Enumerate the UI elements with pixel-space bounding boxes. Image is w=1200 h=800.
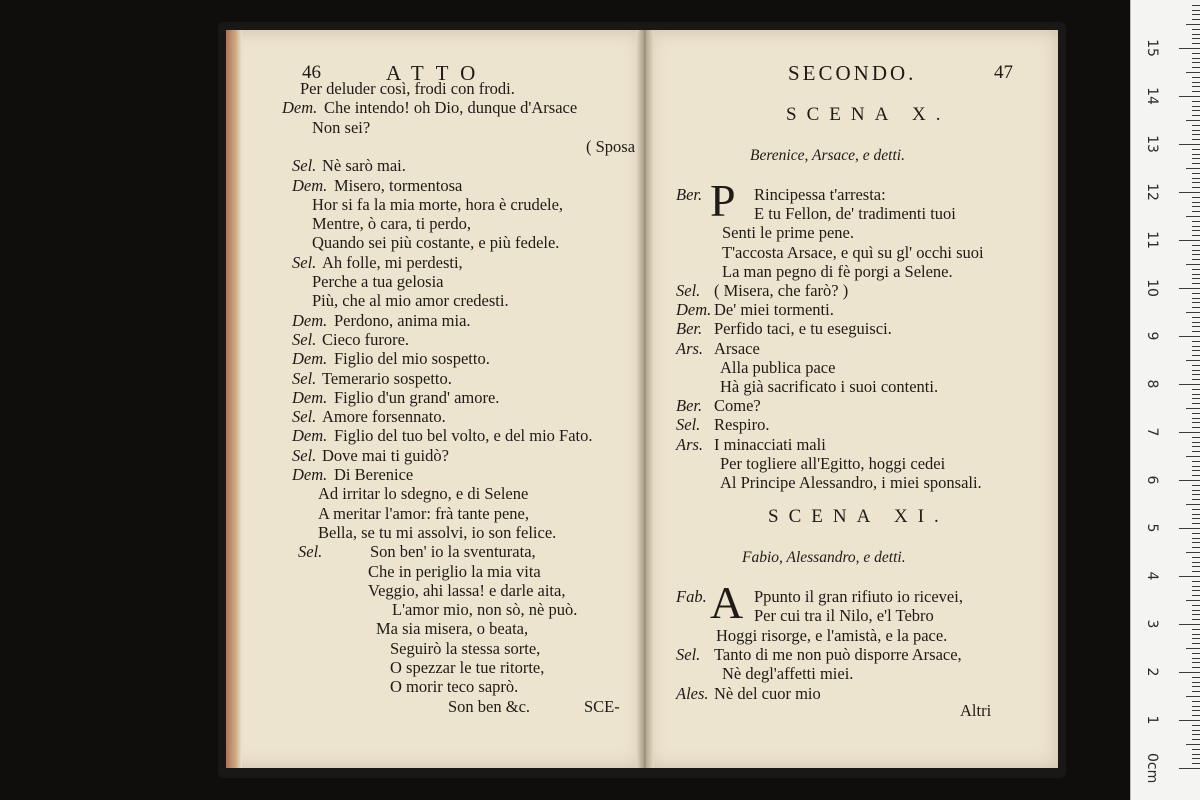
speaker-label: Dem.: [676, 300, 712, 320]
ruler-tick: [1192, 254, 1200, 255]
ruler-tick: [1192, 302, 1200, 303]
ruler-tick: [1192, 139, 1200, 140]
ruler-tick: [1186, 552, 1200, 553]
ruler-tick: [1192, 58, 1200, 59]
ruler-tick: [1192, 187, 1200, 188]
verse-line: Più, che al mio amor credesti.: [312, 291, 509, 311]
verse-line: Arsace: [714, 338, 760, 358]
ruler-tick: [1192, 115, 1200, 116]
ruler-tick: [1192, 758, 1200, 759]
verse-line: Ad irritar lo sdegno, e di Selene: [318, 484, 529, 504]
ruler-tick: [1192, 403, 1200, 404]
ruler-tick: [1192, 538, 1200, 539]
ruler-tick: [1186, 168, 1200, 169]
verse-line: Son ben' io la sventurata,: [370, 542, 536, 562]
verse-line: Nè degl'affetti miei.: [722, 664, 854, 684]
ruler-label: 6: [1144, 475, 1160, 485]
ruler-tick: [1192, 739, 1200, 740]
speaker-label: Dem.: [292, 349, 328, 369]
verse-line: De' miei tormenti.: [714, 300, 834, 320]
ruler-tick: [1192, 394, 1200, 395]
speaker-label: Dem.: [292, 465, 328, 484]
ruler-tick: [1179, 768, 1200, 769]
verse-line: Per cui tra il Nilo, e'l Tebro: [754, 606, 934, 626]
ruler-tick: [1192, 686, 1200, 687]
ruler-tick: [1192, 518, 1200, 519]
ruler-tick: [1192, 427, 1200, 428]
ruler-label: 7: [1144, 427, 1160, 437]
ruler-tick: [1192, 149, 1200, 150]
ruler-tick: [1192, 557, 1200, 558]
ruler-tick: [1179, 144, 1200, 145]
ruler-tick: [1192, 374, 1200, 375]
ruler-tick: [1192, 451, 1200, 452]
ruler-tick: [1186, 696, 1200, 697]
ruler-tick: [1192, 379, 1200, 380]
page-number: 46: [302, 62, 321, 83]
ruler-tick: [1192, 259, 1200, 260]
ruler-tick: [1186, 312, 1200, 313]
ruler-tick: [1186, 72, 1200, 73]
ruler-tick: [1192, 326, 1200, 327]
book-gutter: [636, 30, 654, 768]
ruler-tick: [1179, 528, 1200, 529]
drop-capital: P: [710, 175, 736, 226]
ruler-tick: [1192, 418, 1200, 419]
verse-line: Ma sia misera, o beata,: [376, 619, 529, 639]
ruler-tick: [1179, 480, 1200, 481]
ruler-tick: [1186, 744, 1200, 745]
ruler-tick: [1192, 350, 1200, 351]
ruler-tick: [1192, 754, 1200, 755]
speaker-label: Sel.: [676, 415, 701, 435]
speaker-label: Ales.: [676, 683, 709, 703]
ruler-tick: [1192, 341, 1200, 342]
ruler-tick: [1192, 634, 1200, 635]
ruler-tick: [1179, 432, 1200, 433]
speaker-label: Sel.: [292, 252, 317, 272]
ruler-tick: [1192, 614, 1200, 615]
verse-line: Nè sarò mai.: [322, 156, 406, 176]
verse-line: E tu Fellon, de' tradimenti tuoi: [754, 204, 956, 224]
ruler-tick: [1192, 590, 1200, 591]
ruler-tick: [1192, 706, 1200, 707]
catchword: Altri: [960, 701, 992, 720]
ruler-tick: [1192, 130, 1200, 131]
ruler-tick: [1179, 240, 1200, 241]
verse-line: La man pegno di fè porgi a Selene.: [722, 261, 953, 281]
ruler-tick: [1192, 182, 1200, 183]
verse-line: Che in periglio la mia vita: [368, 561, 541, 581]
speaker-label: Sel.: [292, 156, 317, 176]
speaker-label: Sel.: [292, 329, 317, 349]
ruler-tick: [1192, 514, 1200, 515]
right-page: [648, 30, 1058, 768]
ruler-tick: [1192, 235, 1200, 236]
ruler-tick: [1192, 110, 1200, 111]
verse-line: Di Berenice: [334, 465, 414, 484]
ruler-tick: [1192, 763, 1200, 764]
verse-line: Son ben &c.: [448, 696, 531, 716]
verse-line: Respiro.: [714, 415, 770, 435]
running-header: ATTO: [386, 61, 488, 85]
ruler-tick: [1192, 571, 1200, 572]
speaker-label: Fab.: [676, 587, 707, 606]
scene-title: SCENA X.: [786, 104, 951, 125]
verse-line: Rincipessa t'arresta:: [754, 185, 886, 204]
ruler-tick: [1179, 96, 1200, 97]
verse-line: T'accosta Arsace, e quì su gl' occhi suoi: [722, 242, 984, 262]
ruler-tick: [1186, 120, 1200, 121]
ruler-tick: [1192, 134, 1200, 135]
ruler-tick: [1192, 38, 1200, 39]
ruler-tick: [1192, 163, 1200, 164]
ruler-tick: [1179, 624, 1200, 625]
ruler-tick: [1192, 346, 1200, 347]
ruler-tick: [1192, 317, 1200, 318]
running-header: SECONDO.: [788, 61, 917, 85]
ruler-tick: [1192, 154, 1200, 155]
ruler-tick: [1192, 437, 1200, 438]
ruler-tick: [1192, 619, 1200, 620]
verse-line: Figlio del tuo bel volto, e del mio Fato.: [334, 426, 593, 446]
ruler-tick: [1192, 206, 1200, 207]
ruler-tick: [1192, 730, 1200, 731]
verse-line: Hà già sacrificato i suoi contenti.: [720, 377, 939, 396]
verse-line: Figlio d'un grand' amore.: [334, 387, 500, 407]
ruler-tick: [1192, 91, 1200, 92]
ruler-tick: [1192, 34, 1200, 35]
ruler-tick: [1192, 734, 1200, 735]
ruler-tick: [1186, 216, 1200, 217]
verse-line: Per deluder così, frodi con frodi.: [300, 79, 515, 98]
ruler-tick: [1192, 62, 1200, 63]
verse-line: Amore forsennato.: [322, 407, 446, 427]
ruler-tick: [1192, 67, 1200, 68]
verse-line: Che intendo! oh Dio, dunque d'Arsace: [324, 98, 578, 118]
ruler-tick: [1192, 610, 1200, 611]
ruler-tick: [1179, 384, 1200, 385]
ruler-tick: [1192, 701, 1200, 702]
ruler-tick: [1192, 322, 1200, 323]
ruler-tick: [1192, 245, 1200, 246]
ruler-tick: [1192, 638, 1200, 639]
verse-line: Hor si fa la mia morte, hora è crudele,: [312, 194, 564, 214]
ruler-label: 10: [1144, 279, 1160, 297]
ruler-label: 5: [1144, 523, 1160, 533]
ruler-label: 9: [1144, 331, 1160, 341]
ruler-tick: [1192, 461, 1200, 462]
verse-line: Cieco furore.: [322, 329, 410, 349]
ruler-tick: [1192, 499, 1200, 500]
ruler-label: 3: [1144, 619, 1160, 629]
ruler-tick: [1192, 77, 1200, 78]
ruler-tick: [1192, 581, 1200, 582]
ruler-tick: [1192, 658, 1200, 659]
drop-capital: A: [710, 577, 744, 628]
ruler-label: 0cm: [1144, 753, 1160, 784]
ruler-tick: [1192, 442, 1200, 443]
speaker-label: Ber.: [676, 396, 703, 416]
ruler-tick: [1192, 710, 1200, 711]
ruler-tick: [1192, 307, 1200, 308]
verse-line: I minacciati mali: [714, 434, 826, 454]
ruler-tick: [1192, 10, 1200, 11]
speaker-label: Sel.: [292, 407, 317, 427]
ruler-tick: [1186, 648, 1200, 649]
ruler-tick: [1186, 264, 1200, 265]
ruler-label: 8: [1144, 379, 1160, 389]
ruler-label: 2: [1144, 667, 1160, 677]
speaker-label: Ber.: [676, 185, 703, 204]
ruler-tick: [1192, 278, 1200, 279]
verse-line: Seguirò la stessa sorte,: [390, 638, 541, 658]
ruler-tick: [1192, 283, 1200, 284]
verse-line: Nè del cuor mio: [714, 683, 821, 703]
ruler-tick: [1192, 653, 1200, 654]
scene-cast: Berenice, Arsace, e detti.: [750, 147, 905, 164]
ruler-tick: [1179, 288, 1200, 289]
speaker-label: Dem.: [292, 426, 328, 446]
ruler-label: 4: [1144, 571, 1160, 581]
ruler-tick: [1192, 547, 1200, 548]
speaker-label: Dem.: [292, 387, 328, 407]
ruler-label: 12: [1144, 183, 1160, 201]
ruler-tick: [1192, 365, 1200, 366]
ruler-label: 14: [1144, 87, 1160, 105]
verse-line: Dove mai ti guidò?: [322, 445, 449, 465]
speaker-label: Dem.: [292, 175, 328, 195]
ruler-tick: [1192, 250, 1200, 251]
left-page: [226, 30, 642, 768]
ruler-tick: [1192, 106, 1200, 107]
ruler-tick: [1192, 715, 1200, 716]
verse-line: ( Sposa: [586, 136, 636, 156]
ruler-label: 15: [1144, 39, 1160, 57]
ruler-tick: [1192, 667, 1200, 668]
ruler-tick: [1192, 178, 1200, 179]
speaker-label: Dem.: [292, 310, 328, 330]
ruler-tick: [1192, 605, 1200, 606]
ruler-tick: [1192, 14, 1200, 15]
ruler-tick: [1192, 725, 1200, 726]
ruler-tick: [1192, 466, 1200, 467]
verse-line: Veggio, ahi lassa! e darle aita,: [368, 580, 566, 600]
verse-line: Non sei?: [312, 117, 371, 137]
ruler-tick: [1192, 230, 1200, 231]
ruler-tick: [1192, 691, 1200, 692]
ruler-tick: [1192, 682, 1200, 683]
ruler-tick: [1192, 211, 1200, 212]
catchword: SCE-: [584, 697, 620, 716]
verse-line: Al Principe Alessandro, i miei sponsali.: [720, 473, 982, 492]
ruler-tick: [1186, 360, 1200, 361]
verse-line: Perdono, anima mia.: [334, 310, 471, 330]
verse-line: O spezzar le tue ritorte,: [390, 658, 545, 677]
ruler-tick: [1192, 749, 1200, 750]
scene-cast: Fabio, Alessandro, e detti.: [742, 549, 906, 566]
ruler-tick: [1192, 158, 1200, 159]
ruler-tick: [1192, 475, 1200, 476]
ruler-tick: [1179, 720, 1200, 721]
ruler-tick: [1186, 600, 1200, 601]
ruler-tick: [1192, 53, 1200, 54]
ruler-tick: [1192, 19, 1200, 20]
ruler-tick: [1186, 24, 1200, 25]
verse-line: Ppunto il gran rifiuto io ricevei,: [754, 587, 963, 606]
ruler-tick: [1192, 298, 1200, 299]
ruler-tick: [1192, 494, 1200, 495]
ruler-tick: [1192, 389, 1200, 390]
ruler-tick: [1192, 413, 1200, 414]
ruler-tick: [1192, 562, 1200, 563]
ruler-tick: [1179, 672, 1200, 673]
ruler-tick: [1192, 542, 1200, 543]
verse-line: Tanto di me non può disporre Arsace,: [714, 644, 962, 664]
ruler-tick: [1192, 509, 1200, 510]
verse-line: O morir teco saprò.: [390, 677, 519, 697]
verse-line: Perfido taci, e tu eseguisci.: [714, 319, 892, 339]
speaker-label: Sel.: [298, 542, 323, 562]
verse-line: Quando sei più costante, e più fedele.: [312, 233, 560, 253]
ruler-tick: [1192, 485, 1200, 486]
verse-line: Per togliere all'Egitto, hoggi cedei: [720, 453, 946, 473]
verse-line: Hoggi risorge, e l'amistà, e la pace.: [716, 625, 948, 645]
ruler-tick: [1192, 533, 1200, 534]
speaker-label: Dem.: [282, 98, 318, 118]
ruler-tick: [1192, 86, 1200, 87]
ruler-tick: [1192, 197, 1200, 198]
verse-line: Misero, tormentosa: [334, 175, 463, 195]
ruler-tick: [1186, 504, 1200, 505]
ruler-tick: [1192, 662, 1200, 663]
ruler-tick: [1179, 192, 1200, 193]
verse-line: Come?: [714, 396, 761, 416]
verse-line: Senti le prime pene.: [722, 223, 854, 243]
ruler-tick: [1186, 408, 1200, 409]
page-number: 47: [994, 62, 1013, 83]
verse-line: ( Misera, che farò? ): [714, 281, 849, 300]
ruler-tick: [1192, 370, 1200, 371]
speaker-label: Ars.: [676, 434, 704, 454]
ruler-tick: [1192, 490, 1200, 491]
verse-line: Temerario sospetto.: [322, 368, 452, 388]
ruler-tick: [1192, 101, 1200, 102]
ruler-tick: [1192, 173, 1200, 174]
ruler-tick: [1192, 566, 1200, 567]
verse-line: Alla publica pace: [720, 357, 836, 377]
speaker-label: Ars.: [676, 338, 704, 358]
verse-line: Perche a tua gelosia: [312, 272, 444, 291]
ruler-tick: [1192, 446, 1200, 447]
speaker-label: Ber.: [676, 319, 703, 339]
ruler-tick: [1192, 82, 1200, 83]
verse-line: Ah folle, mi perdesti,: [322, 252, 463, 272]
ruler-tick: [1179, 576, 1200, 577]
scene-title: SCENA XI.: [768, 506, 949, 527]
ruler-tick: [1192, 29, 1200, 30]
ruler-tick: [1192, 269, 1200, 270]
ruler-tick: [1192, 398, 1200, 399]
speaker-label: Sel.: [676, 644, 701, 664]
speaker-label: Sel.: [676, 281, 701, 300]
ruler-tick: [1179, 336, 1200, 337]
ruler-tick: [1192, 523, 1200, 524]
ruler-label: 13: [1144, 135, 1160, 153]
ruler-tick: [1192, 5, 1200, 6]
ruler-tick: [1179, 48, 1200, 49]
ruler-tick: [1192, 422, 1200, 423]
ruler-tick: [1192, 470, 1200, 471]
ruler-tick: [1192, 331, 1200, 332]
ruler-tick: [1192, 629, 1200, 630]
ruler-tick: [1186, 456, 1200, 457]
speaker-label: Sel.: [292, 368, 317, 388]
ruler-tick: [1192, 355, 1200, 356]
ruler-tick: [1192, 677, 1200, 678]
ruler-tick: [1192, 202, 1200, 203]
ruler-label: 11: [1144, 231, 1160, 249]
verse-line: L'amor mio, non sò, nè può.: [392, 600, 578, 620]
ruler-tick: [1192, 43, 1200, 44]
ruler-tick: [1192, 293, 1200, 294]
verse-line: Mentre, ò cara, ti perdo,: [312, 214, 471, 234]
verse-line: A meritar l'amor: frà tante pene,: [318, 503, 529, 523]
verse-line: Bella, se tu mi assolvi, io son felice.: [318, 522, 557, 542]
ruler-label: 1: [1144, 715, 1160, 725]
measurement-ruler: [1130, 0, 1200, 800]
ruler-tick: [1192, 221, 1200, 222]
ruler-tick: [1192, 586, 1200, 587]
ruler-tick: [1192, 643, 1200, 644]
ruler-tick: [1192, 226, 1200, 227]
verse-line: Figlio del mio sospetto.: [334, 349, 490, 369]
ruler-tick: [1192, 595, 1200, 596]
ruler-tick: [1192, 125, 1200, 126]
ruler-tick: [1192, 274, 1200, 275]
speaker-label: Sel.: [292, 445, 317, 465]
